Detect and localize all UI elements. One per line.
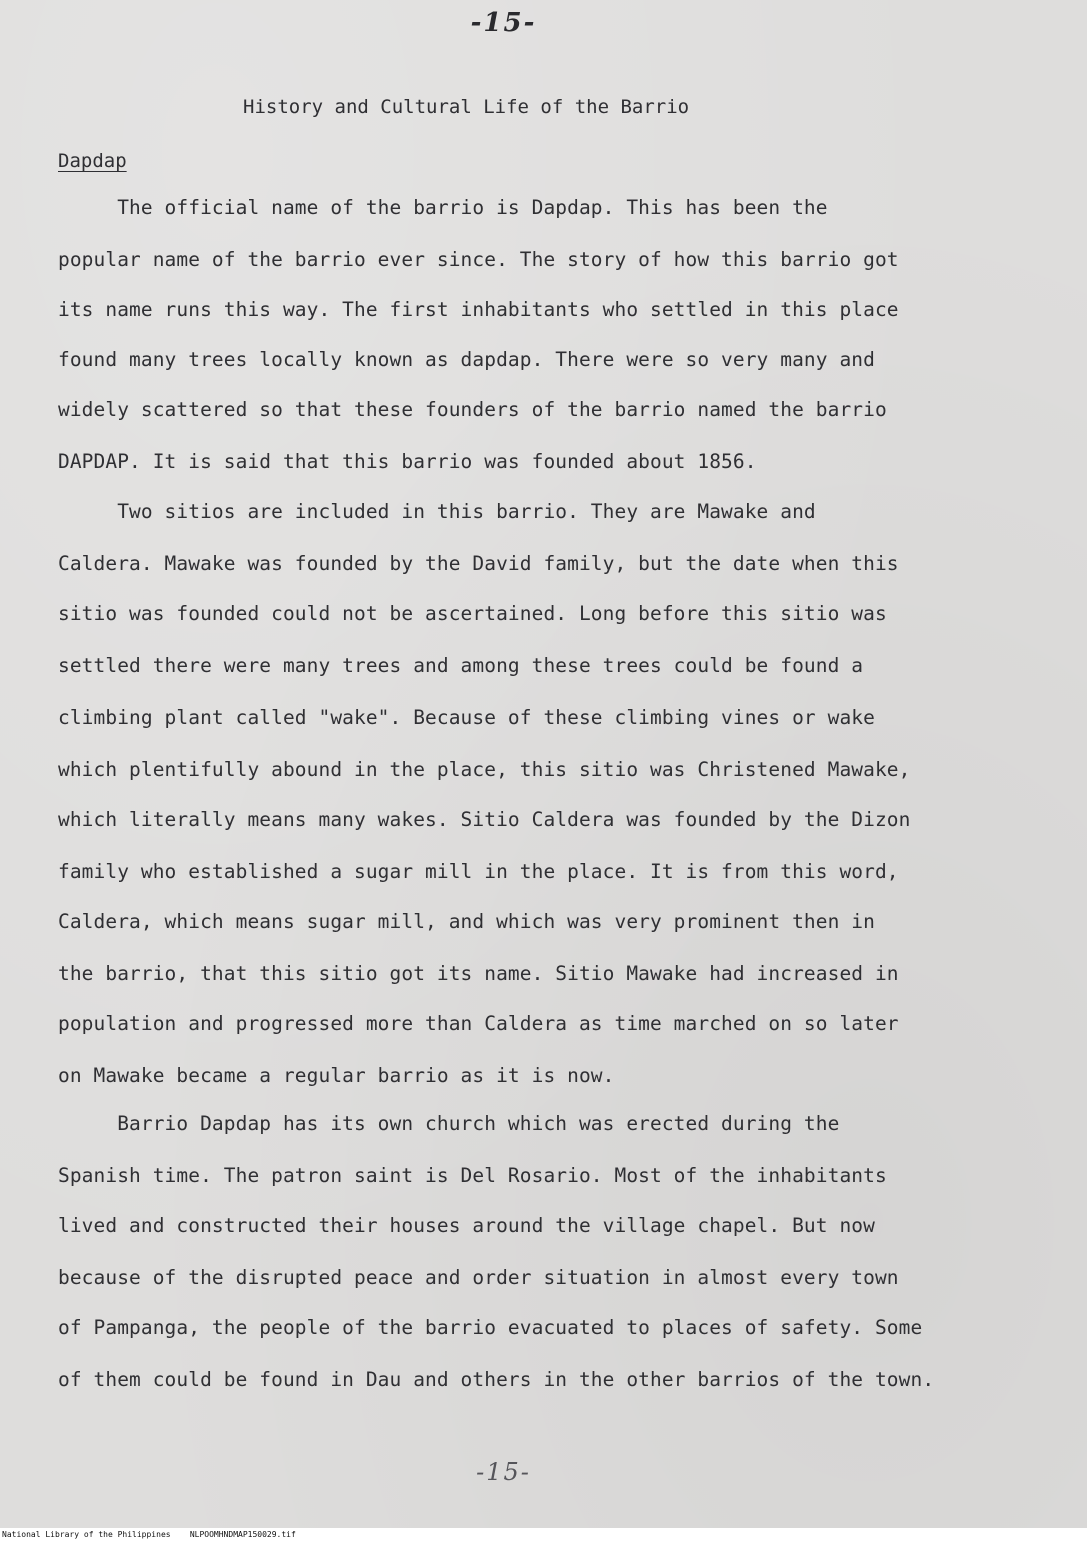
text-line: The official name of the barrio is Dapdap. This has been the [58,196,828,219]
text-line: because of the disrupted peace and order situation in almost every town [58,1266,899,1289]
scan-credit-footer: National Library of the Philippines NLPOOMHNDMAP150029.tif [0,1528,1087,1541]
text-line: of them could be found in Dau and others in the other barrios of the town. [58,1368,935,1391]
text-line: climbing plant called "wake". Because of these climbing vines or wake [58,706,875,729]
text-line: of Pampanga, the people of the barrio evacuated to places of safety. Some [58,1316,923,1339]
page-number-top: -15- [470,8,537,38]
text-line: Spanish time. The patron saint is Del Rosario. Most of the inhabitants [58,1164,887,1187]
text-line: settled there were many trees and among these trees could be found a [58,654,864,677]
text-line: Barrio Dapdap has its own church which was erected during the [58,1112,840,1135]
text-line: Caldera, which means sugar mill, and which was very prominent then in [58,910,875,933]
text-line: Caldera. Mawake was founded by the David family, but the date when this [58,552,899,575]
text-line: which plentifully abound in the place, this sitio was Christened Mawake, [58,758,911,781]
text-line: found many trees locally known as dapdap. There were so very many and [58,348,875,371]
text-line: family who established a sugar mill in the place. It is from this word, [58,860,899,883]
text-line: DAPDAP. It is said that this barrio was founded about 1856. [58,450,757,473]
text-line: which literally means many wakes. Sitio Caldera was founded by the Dizon [58,808,911,831]
text-line: popular name of the barrio ever since. The story of how this barrio got [58,248,899,271]
text-line: the barrio, that this sitio got its name. Sitio Mawake had increased in [58,962,899,985]
text-line: on Mawake became a regular barrio as it is now. [58,1064,615,1087]
page-title: History and Cultural Life of the Barrio [243,96,690,118]
text-line: its name runs this way. The first inhabitants who settled in this place [58,298,899,321]
text-line: lived and constructed their houses around the village chapel. But now [58,1214,875,1237]
text-line: sitio was founded could not be ascertained. Long before this sitio was [58,602,887,625]
page-number-bottom: -15- [476,1458,531,1486]
text-line: Two sitios are included in this barrio. They are Mawake and [58,500,816,523]
section-heading: Dapdap [58,150,127,172]
text-line: widely scattered so that these founders of the barrio named the barrio [58,398,887,421]
text-line: population and progressed more than Caldera as time marched on so later [58,1012,899,1035]
